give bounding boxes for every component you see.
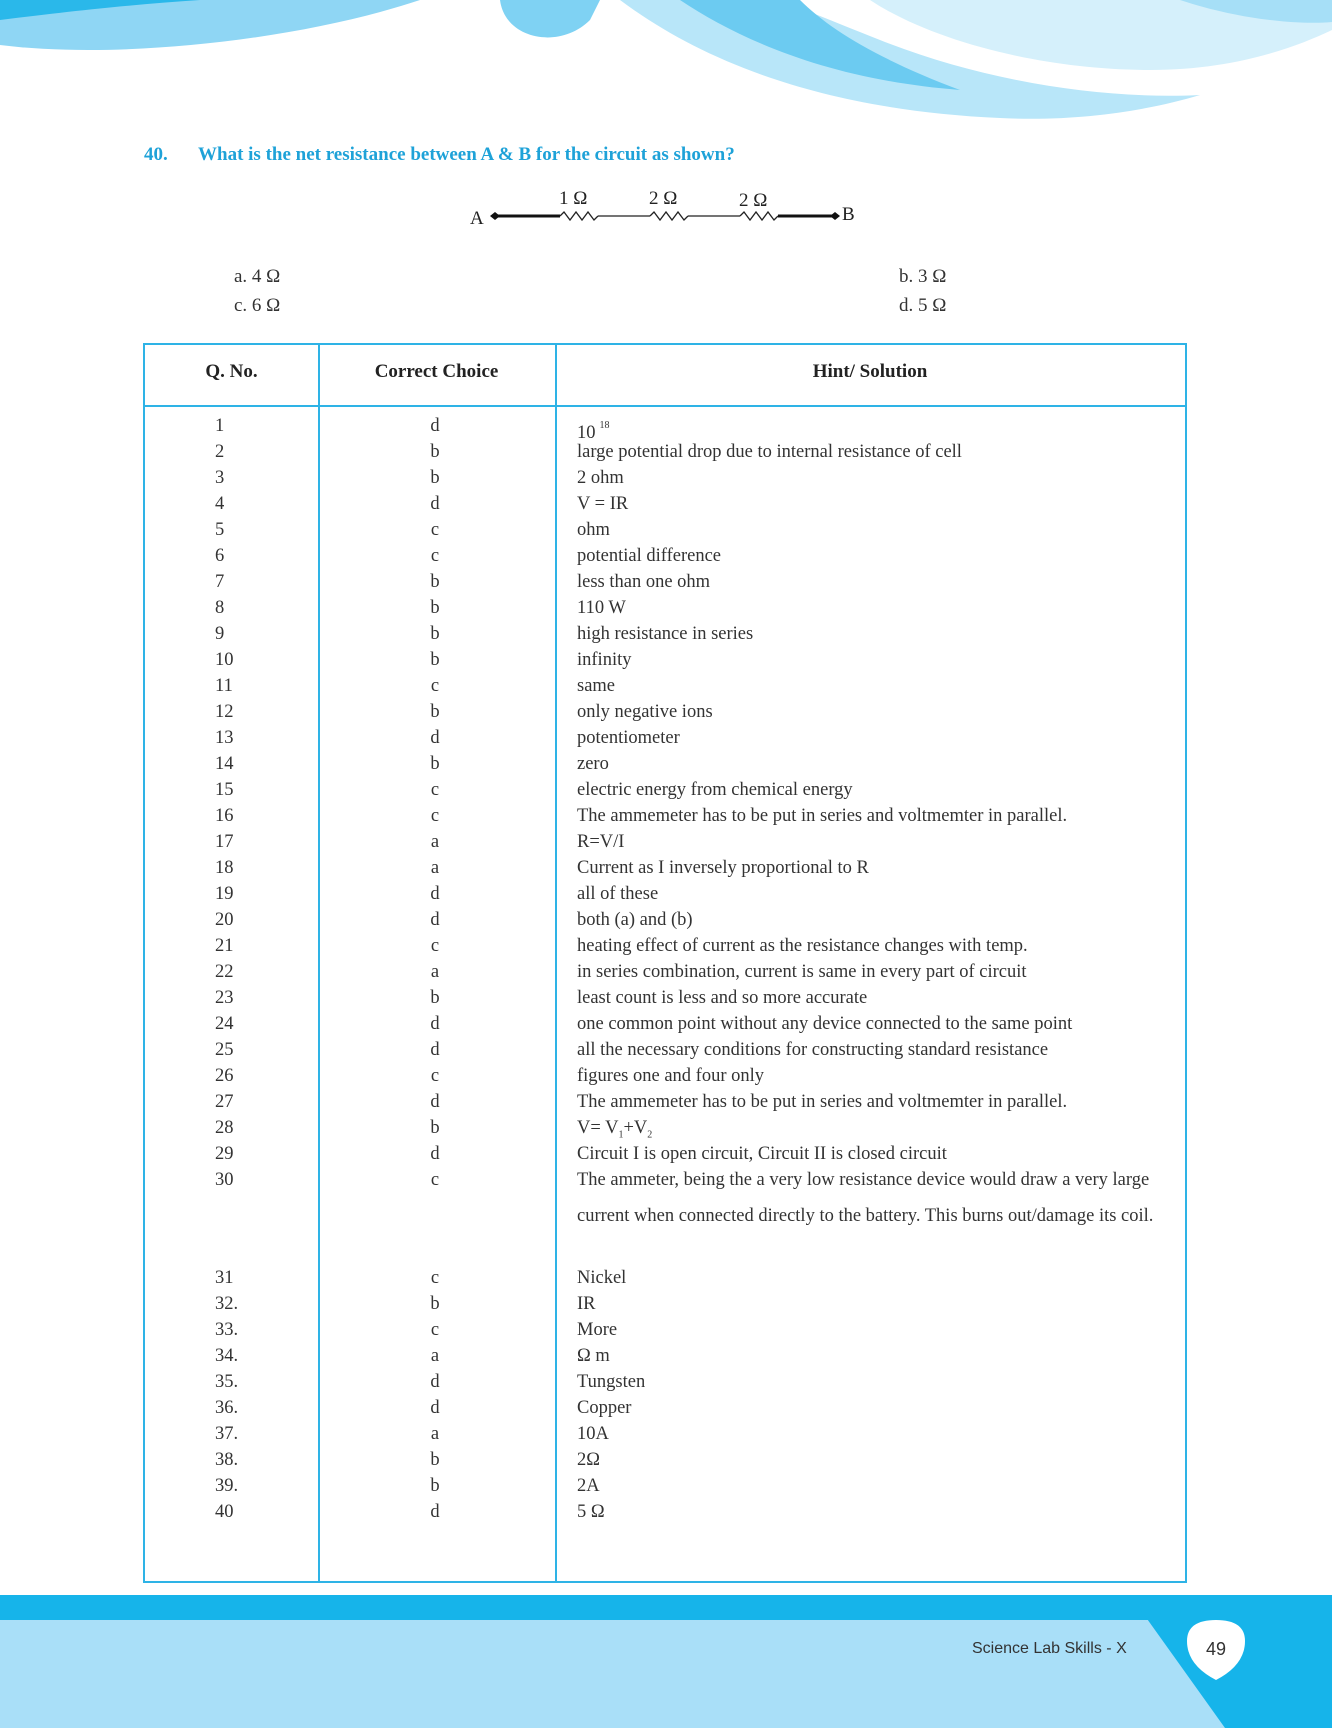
question-number-cell: 34. [215,1346,239,1366]
correct-choice-cell: d [430,1144,440,1164]
correct-choice-cell: c [430,1320,440,1340]
table-row [145,543,1185,569]
correct-choice-cell: d [430,1014,440,1034]
circuit-label-a: A [470,208,484,229]
correct-choice-cell: c [430,806,440,826]
table-row [145,777,1185,803]
question-number-cell: 16 [215,806,234,826]
correct-choice-cell: a [430,832,440,852]
table-row [145,647,1185,673]
question-number-cell: 25 [215,1040,234,1060]
question-number-cell: 21 [215,936,234,956]
table-row [145,569,1185,595]
hint-cell: one common point without any device connected to the same point [577,1014,1073,1034]
header-hint-solution: Hint/ Solution [812,361,928,382]
page-number: 49 [1205,1638,1227,1659]
hint-cell: potentiometer [577,728,680,748]
hint-cell: same [577,676,616,696]
table-row [145,1115,1185,1141]
hint-cell: 110 W [577,598,626,618]
question-number-cell: 18 [215,858,234,878]
correct-choice-cell: b [430,572,440,592]
question-number: 40. [144,144,168,165]
table-row [145,985,1185,1011]
table-row [145,933,1185,959]
hint-cell: electric energy from chemical energy [577,780,853,800]
question-number-cell: 38. [215,1450,239,1470]
option-d: d. 5 Ω [899,295,947,316]
question-number-cell: 30 [215,1170,234,1190]
question-number-cell: 12 [215,702,234,722]
table-row [145,595,1185,621]
correct-choice-cell: d [430,1502,440,1522]
question-number-cell: 3 [215,468,225,488]
question-number-cell: 14 [215,754,234,774]
table-row [145,1369,1185,1395]
table-row [145,621,1185,647]
question-number-cell: 10 [215,650,234,670]
correct-choice-cell: b [430,1118,440,1138]
hint-cell: V = IR [577,494,629,514]
correct-choice-cell: a [430,1346,440,1366]
correct-choice-cell: d [430,416,440,436]
table-row [145,751,1185,777]
correct-choice-cell: d [430,1092,440,1112]
correct-choice-cell: c [430,1066,440,1086]
table-row [145,1499,1185,1525]
hint-cell: 10 $^{18}$ [577,420,610,443]
question-number-cell: 28 [215,1118,234,1138]
resistor-2-label: 2 Ω [649,188,678,209]
correct-choice-cell: d [430,884,440,904]
hint-cell: zero [577,754,609,774]
hint-cell: figures one and four only [577,1066,765,1086]
question-text: What is the net resistance between A & B for the circuit as shown? [198,144,735,165]
table-row [145,855,1185,881]
question-number-cell: 15 [215,780,234,800]
question-number-cell: 7 [215,572,225,592]
header-q-no: Q. No. [205,361,258,382]
hint-cell: 2A [577,1476,600,1496]
hint-cell: Tungsten [577,1372,646,1392]
hint-cell: Circuit I is open circuit, Circuit II is closed circuit [577,1144,947,1164]
correct-choice-cell: b [430,650,440,670]
correct-choice-cell: d [430,1398,440,1418]
hint-cell: only negative ions [577,702,713,722]
correct-choice-cell: c [430,546,440,566]
hint-cell: ohm [577,520,610,540]
table-row [145,881,1185,907]
correct-choice-cell: b [430,468,440,488]
correct-choice-cell: d [430,1372,440,1392]
correct-choice-cell: b [430,1476,440,1496]
correct-choice-cell: c [430,1170,440,1190]
question-number-cell: 37. [215,1424,239,1444]
option-c: c. 6 Ω [234,295,281,316]
question-number-cell: 35. [215,1372,239,1392]
question-heading [144,144,735,166]
table-row [145,1447,1185,1473]
table-row [145,1317,1185,1343]
hint-cell: $V= V_1+V_2$ [577,1118,653,1141]
option-a: a. 4 Ω [234,266,281,287]
hint-cell: heating effect of current as the resistance changes with temp. [577,936,1028,956]
hint-cell: 2Ω [577,1450,600,1470]
question-number-cell: 20 [215,910,234,930]
header-correct-choice: Correct Choice [374,361,499,382]
question-number-cell: 29 [215,1144,234,1164]
hint-cell: 10A [577,1424,609,1444]
table-body [145,413,1185,1525]
correct-choice-cell: c [430,676,440,696]
table-row [145,1473,1185,1499]
question-number-cell: 5 [215,520,225,540]
hint-cell: Copper [577,1398,632,1418]
circuit-label-b: B [842,204,855,225]
hint-cell: Ω m [577,1346,610,1366]
hint-cell: large potential drop due to internal resistance of cell [577,442,962,462]
correct-choice-cell: c [430,936,440,956]
question-number-cell: 32. [215,1294,239,1314]
question-number-cell: 26 [215,1066,234,1086]
table-row [145,673,1185,699]
hint-cell: infinity [577,650,632,670]
table-row [145,517,1185,543]
correct-choice-cell: b [430,1450,440,1470]
question-number-cell: 13 [215,728,234,748]
table-row [145,803,1185,829]
correct-choice-cell: b [430,442,440,462]
question-number-cell: 24 [215,1014,234,1034]
hint-cell: all of these [577,884,659,904]
question-number-cell: 27 [215,1092,234,1112]
hint-cell: 5 Ω [577,1502,605,1522]
table-row [145,491,1185,517]
correct-choice-cell: b [430,1294,440,1314]
table-row [145,1037,1185,1063]
table-row [145,1089,1185,1115]
table-row [145,439,1185,465]
hint-cell: 2 ohm [577,468,624,488]
hint-cell: potential difference [577,546,721,566]
correct-choice-cell: d [430,1040,440,1060]
correct-choice-cell: d [430,728,440,748]
hint-cell: least count is less and so more accurate [577,988,868,1008]
question-number-cell: 39. [215,1476,239,1496]
table-row [145,413,1185,443]
question-number-cell: 17 [215,832,234,852]
question-number-cell: 1 [215,416,225,436]
question-number-cell: 8 [215,598,225,618]
correct-choice-cell: b [430,702,440,722]
table-row [145,1343,1185,1369]
hint-cell: all the necessary conditions for constructing standard resistance [577,1040,1049,1060]
correct-choice-cell: b [430,598,440,618]
hint-cell: The ammeter, being the a very low resistance device would draw a very large current when connected directly to the battery. This burns out/damage its coil. [577,1170,1154,1226]
question-number-cell: 9 [215,624,225,644]
circuit-diagram [460,186,870,232]
hint-cell: The ammemeter has to be put in series and voltmemter in parallel. [577,1092,1068,1112]
correct-choice-cell: d [430,494,440,514]
table-row [145,1011,1185,1037]
correct-choice-cell: a [430,962,440,982]
book-title: Science Lab Skills - X [972,1640,1127,1657]
question-number-cell: 23 [215,988,234,1008]
correct-choice-cell: b [430,754,440,774]
question-number-cell: 22 [215,962,234,982]
table-row [145,959,1185,985]
hint-cell: More [577,1320,618,1340]
resistor-1-label: 1 Ω [559,188,588,209]
hint-cell: IR [577,1294,596,1314]
hint-cell: Nickel [577,1268,627,1288]
hint-cell: R=V/I [577,832,625,852]
hint-cell: in series combination, current is same in every part of circuit [577,962,1027,982]
hint-cell: less than one ohm [577,572,711,592]
table-row [145,699,1185,725]
table-row [145,465,1185,491]
table-row [145,829,1185,855]
option-b: b. 3 Ω [899,266,947,287]
question-number-cell: 11 [215,676,233,696]
correct-choice-cell: c [430,780,440,800]
correct-choice-cell: b [430,988,440,1008]
table-row [145,907,1185,933]
hint-cell: both (a) and (b) [577,910,693,930]
question-number-cell: 33. [215,1320,239,1340]
correct-choice-cell: d [430,910,440,930]
header-wave-decoration [0,0,1332,130]
correct-choice-cell: a [430,858,440,878]
question-number-cell: 2 [215,442,225,462]
table-row [145,1421,1185,1447]
correct-choice-cell: c [430,1268,440,1288]
resistor-3-label: 2 Ω [739,190,768,211]
correct-choice-cell: b [430,624,440,644]
hint-cell: Current as I inversely proportional to R [577,858,869,878]
table-row [145,1063,1185,1089]
question-number-cell: 36. [215,1398,239,1418]
hint-cell: high resistance in series [577,624,754,644]
question-number-cell: 19 [215,884,234,904]
table-row [145,1265,1185,1291]
answer-key-table [143,343,1187,1583]
question-number-cell: 4 [215,494,225,514]
table-row [145,1167,1185,1265]
hint-cell: The ammemeter has to be put in series and voltmemter in parallel. [577,806,1068,826]
table-row [145,725,1185,751]
table-row [145,1395,1185,1421]
question-number-cell: 6 [215,546,225,566]
question-number-cell: 40 [215,1502,234,1522]
question-number-cell: 31 [215,1268,234,1288]
correct-choice-cell: c [430,520,440,540]
correct-choice-cell: a [430,1424,440,1444]
table-row [145,1291,1185,1317]
